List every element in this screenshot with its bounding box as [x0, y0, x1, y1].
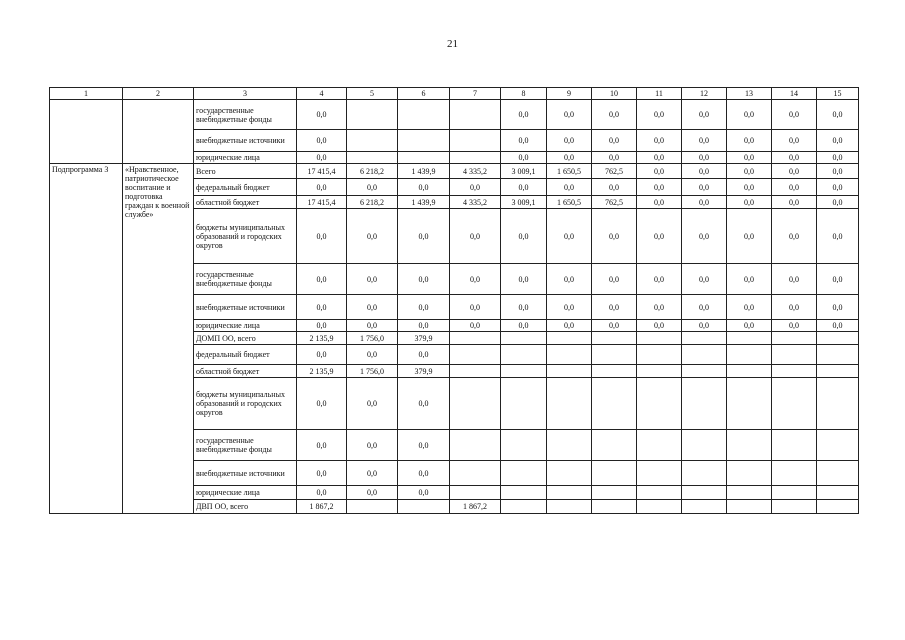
value-cell: 0,0	[592, 152, 637, 164]
value-cell: 0,0	[727, 295, 772, 320]
value-cell	[398, 500, 450, 514]
header-cell: 13	[727, 88, 772, 100]
value-cell	[817, 365, 859, 378]
value-cell: 0,0	[398, 378, 450, 430]
value-cell: 0,0	[817, 264, 859, 295]
header-cell: 1	[50, 88, 123, 100]
value-cell: 0,0	[682, 196, 727, 209]
value-cell	[817, 461, 859, 486]
value-cell: 0,0	[817, 179, 859, 196]
value-cell: 0,0	[398, 430, 450, 461]
value-cell: 0,0	[297, 345, 347, 365]
table-body	[50, 88, 859, 514]
value-cell: 0,0	[637, 100, 682, 130]
value-cell	[817, 430, 859, 461]
value-cell	[817, 500, 859, 514]
header-cell: 2	[123, 88, 194, 100]
value-cell	[450, 378, 501, 430]
value-cell: 0,0	[637, 152, 682, 164]
value-cell	[817, 378, 859, 430]
value-cell: 4 335,2	[450, 164, 501, 179]
value-cell	[501, 500, 547, 514]
value-cell	[450, 430, 501, 461]
value-cell: 0,0	[297, 264, 347, 295]
value-cell: 1 439,9	[398, 164, 450, 179]
value-cell: 0,0	[817, 209, 859, 264]
value-cell: 2 135,9	[297, 365, 347, 378]
value-cell: 0,0	[772, 130, 817, 152]
table-row	[50, 100, 859, 130]
value-cell	[772, 461, 817, 486]
value-cell	[727, 345, 772, 365]
value-cell: 0,0	[682, 100, 727, 130]
value-cell	[347, 152, 398, 164]
subprogram-cell: Подпрограмма 3	[50, 164, 123, 514]
funding-source-cell: государственные внебюджетные фонды	[194, 430, 297, 461]
value-cell: 0,0	[501, 320, 547, 332]
header-cell: 11	[637, 88, 682, 100]
value-cell: 0,0	[817, 320, 859, 332]
value-cell	[637, 430, 682, 461]
table-row	[50, 164, 859, 179]
value-cell: 0,0	[727, 264, 772, 295]
value-cell: 0,0	[547, 264, 592, 295]
value-cell: 0,0	[817, 130, 859, 152]
header-cell: 4	[297, 88, 347, 100]
funding-source-cell: внебюджетные источники	[194, 130, 297, 152]
value-cell: 1 439,9	[398, 196, 450, 209]
value-cell	[547, 430, 592, 461]
value-cell	[682, 365, 727, 378]
header-cell: 3	[194, 88, 297, 100]
value-cell: 0,0	[297, 461, 347, 486]
value-cell	[547, 345, 592, 365]
value-cell: 0,0	[772, 100, 817, 130]
value-cell	[727, 461, 772, 486]
value-cell: 0,0	[592, 130, 637, 152]
value-cell: 0,0	[592, 320, 637, 332]
value-cell	[450, 332, 501, 345]
value-cell	[347, 500, 398, 514]
value-cell	[682, 486, 727, 500]
value-cell	[592, 486, 637, 500]
value-cell: 0,0	[297, 209, 347, 264]
value-cell: 0,0	[297, 378, 347, 430]
value-cell: 0,0	[682, 152, 727, 164]
value-cell: 0,0	[772, 264, 817, 295]
value-cell: 0,0	[450, 295, 501, 320]
funding-source-cell: юридические лица	[194, 486, 297, 500]
value-cell	[547, 365, 592, 378]
value-cell: 0,0	[727, 130, 772, 152]
value-cell	[637, 461, 682, 486]
value-cell: 0,0	[547, 295, 592, 320]
value-cell	[450, 365, 501, 378]
value-cell: 0,0	[772, 164, 817, 179]
header-cell: 14	[772, 88, 817, 100]
value-cell: 1 650,5	[547, 164, 592, 179]
value-cell	[772, 486, 817, 500]
value-cell	[450, 100, 501, 130]
value-cell: 17 415,4	[297, 164, 347, 179]
value-cell: 0,0	[727, 320, 772, 332]
value-cell: 0,0	[297, 100, 347, 130]
header-cell: 8	[501, 88, 547, 100]
value-cell: 0,0	[347, 320, 398, 332]
funding-source-cell: государственные внебюджетные фонды	[194, 100, 297, 130]
value-cell	[398, 100, 450, 130]
value-cell: 0,0	[817, 100, 859, 130]
funding-source-cell: областной бюджет	[194, 365, 297, 378]
value-cell: 0,0	[637, 196, 682, 209]
funding-source-cell: бюджеты муниципальных образований и городских округов	[194, 378, 297, 430]
value-cell	[682, 332, 727, 345]
value-cell: 379,9	[398, 365, 450, 378]
value-cell: 1 650,5	[547, 196, 592, 209]
value-cell: 0,0	[727, 164, 772, 179]
value-cell: 0,0	[592, 209, 637, 264]
value-cell	[727, 365, 772, 378]
header-cell: 6	[398, 88, 450, 100]
funding-source-cell: государственные внебюджетные фонды	[194, 264, 297, 295]
value-cell: 2 135,9	[297, 332, 347, 345]
value-cell	[682, 500, 727, 514]
header-cell: 15	[817, 88, 859, 100]
value-cell	[727, 332, 772, 345]
funding-source-cell: внебюджетные источники	[194, 295, 297, 320]
value-cell: 0,0	[450, 209, 501, 264]
value-cell	[637, 486, 682, 500]
value-cell: 17 415,4	[297, 196, 347, 209]
value-cell: 1 867,2	[297, 500, 347, 514]
header-row	[50, 88, 859, 100]
value-cell	[817, 332, 859, 345]
value-cell	[772, 378, 817, 430]
value-cell: 0,0	[398, 179, 450, 196]
value-cell: 0,0	[727, 100, 772, 130]
funding-source-cell: юридические лица	[194, 320, 297, 332]
value-cell	[501, 430, 547, 461]
value-cell: 0,0	[727, 196, 772, 209]
value-cell: 0,0	[347, 378, 398, 430]
value-cell: 0,0	[637, 264, 682, 295]
value-cell	[727, 486, 772, 500]
value-cell: 0,0	[501, 152, 547, 164]
funding-source-cell: юридические лица	[194, 152, 297, 164]
value-cell: 0,0	[297, 179, 347, 196]
value-cell: 0,0	[297, 486, 347, 500]
header-cell: 5	[347, 88, 398, 100]
value-cell	[501, 486, 547, 500]
value-cell	[592, 430, 637, 461]
value-cell: 1 756,0	[347, 365, 398, 378]
value-cell: 0,0	[592, 264, 637, 295]
value-cell	[772, 345, 817, 365]
value-cell: 0,0	[682, 164, 727, 179]
value-cell: 0,0	[772, 179, 817, 196]
value-cell	[772, 430, 817, 461]
value-cell: 0,0	[682, 320, 727, 332]
value-cell	[347, 130, 398, 152]
value-cell: 379,9	[398, 332, 450, 345]
value-cell: 0,0	[501, 264, 547, 295]
value-cell: 0,0	[347, 486, 398, 500]
subprogram-title-cell: «Нравственное, патриотическое воспитание и подготовка граждан к военной службе»	[123, 164, 194, 514]
value-cell: 0,0	[637, 295, 682, 320]
value-cell: 4 335,2	[450, 196, 501, 209]
value-cell: 0,0	[547, 152, 592, 164]
value-cell	[637, 332, 682, 345]
value-cell: 0,0	[398, 486, 450, 500]
value-cell	[817, 486, 859, 500]
value-cell: 0,0	[347, 430, 398, 461]
value-cell	[501, 345, 547, 365]
value-cell: 0,0	[727, 179, 772, 196]
value-cell: 0,0	[297, 152, 347, 164]
value-cell	[450, 152, 501, 164]
value-cell	[592, 461, 637, 486]
value-cell: 0,0	[592, 100, 637, 130]
value-cell: 3 009,1	[501, 196, 547, 209]
header-cell: 10	[592, 88, 637, 100]
funding-source-cell: Всего	[194, 164, 297, 179]
value-cell: 0,0	[772, 320, 817, 332]
value-cell: 0,0	[817, 164, 859, 179]
value-cell: 0,0	[637, 164, 682, 179]
value-cell: 0,0	[547, 130, 592, 152]
value-cell	[727, 378, 772, 430]
value-cell	[592, 365, 637, 378]
value-cell	[592, 332, 637, 345]
value-cell: 0,0	[637, 179, 682, 196]
value-cell	[682, 430, 727, 461]
value-cell: 0,0	[727, 209, 772, 264]
value-cell	[450, 345, 501, 365]
value-cell	[682, 461, 727, 486]
value-cell: 762,5	[592, 196, 637, 209]
value-cell: 0,0	[347, 345, 398, 365]
value-cell	[501, 332, 547, 345]
value-cell: 0,0	[547, 320, 592, 332]
value-cell: 0,0	[682, 130, 727, 152]
value-cell: 0,0	[450, 320, 501, 332]
value-cell: 0,0	[592, 295, 637, 320]
value-cell: 0,0	[682, 179, 727, 196]
value-cell: 0,0	[501, 130, 547, 152]
value-cell	[450, 130, 501, 152]
value-cell: 0,0	[297, 130, 347, 152]
value-cell: 0,0	[637, 209, 682, 264]
value-cell	[501, 461, 547, 486]
value-cell	[547, 500, 592, 514]
value-cell	[637, 500, 682, 514]
funding-source-cell: бюджеты муниципальных образований и городских округов	[194, 209, 297, 264]
value-cell	[637, 378, 682, 430]
value-cell: 0,0	[501, 295, 547, 320]
header-cell: 7	[450, 88, 501, 100]
value-cell	[772, 332, 817, 345]
value-cell: 0,0	[398, 461, 450, 486]
value-cell: 0,0	[450, 179, 501, 196]
value-cell: 1 756,0	[347, 332, 398, 345]
value-cell	[592, 345, 637, 365]
value-cell	[727, 500, 772, 514]
value-cell: 0,0	[637, 130, 682, 152]
value-cell: 0,0	[347, 209, 398, 264]
value-cell: 0,0	[297, 320, 347, 332]
value-cell	[547, 486, 592, 500]
value-cell	[637, 345, 682, 365]
value-cell	[682, 378, 727, 430]
value-cell: 0,0	[501, 179, 547, 196]
value-cell: 0,0	[682, 295, 727, 320]
value-cell	[398, 130, 450, 152]
value-cell	[727, 430, 772, 461]
value-cell	[450, 486, 501, 500]
value-cell: 0,0	[398, 320, 450, 332]
value-cell: 0,0	[547, 209, 592, 264]
value-cell: 0,0	[772, 209, 817, 264]
value-cell	[501, 378, 547, 430]
value-cell: 0,0	[682, 209, 727, 264]
funding-source-cell: областной бюджет	[194, 196, 297, 209]
funding-source-cell: федеральный бюджет	[194, 345, 297, 365]
value-cell: 0,0	[398, 345, 450, 365]
value-cell	[817, 345, 859, 365]
value-cell: 0,0	[297, 430, 347, 461]
value-cell: 0,0	[817, 152, 859, 164]
header-cell: 9	[547, 88, 592, 100]
subprogram-cell	[50, 100, 123, 164]
value-cell: 0,0	[501, 209, 547, 264]
value-cell: 0,0	[501, 100, 547, 130]
value-cell: 0,0	[727, 152, 772, 164]
value-cell: 0,0	[592, 179, 637, 196]
value-cell: 1 867,2	[450, 500, 501, 514]
value-cell: 0,0	[817, 196, 859, 209]
value-cell: 0,0	[347, 295, 398, 320]
value-cell: 0,0	[347, 461, 398, 486]
value-cell: 0,0	[398, 209, 450, 264]
value-cell: 0,0	[772, 295, 817, 320]
value-cell	[450, 461, 501, 486]
value-cell	[347, 100, 398, 130]
value-cell: 0,0	[817, 295, 859, 320]
funding-source-cell: ДВП ОО, всего	[194, 500, 297, 514]
value-cell: 0,0	[547, 100, 592, 130]
value-cell	[547, 378, 592, 430]
value-cell: 0,0	[347, 179, 398, 196]
value-cell	[772, 365, 817, 378]
value-cell: 0,0	[547, 179, 592, 196]
funding-source-cell: внебюджетные источники	[194, 461, 297, 486]
value-cell: 6 218,2	[347, 196, 398, 209]
subprogram-title-cell	[123, 100, 194, 164]
value-cell	[547, 461, 592, 486]
value-cell	[398, 152, 450, 164]
value-cell: 0,0	[637, 320, 682, 332]
value-cell: 0,0	[772, 196, 817, 209]
value-cell	[637, 365, 682, 378]
value-cell: 762,5	[592, 164, 637, 179]
value-cell: 0,0	[682, 264, 727, 295]
value-cell	[682, 345, 727, 365]
value-cell: 0,0	[398, 264, 450, 295]
value-cell	[501, 365, 547, 378]
value-cell	[547, 332, 592, 345]
funding-source-cell: федеральный бюджет	[194, 179, 297, 196]
value-cell: 0,0	[450, 264, 501, 295]
value-cell	[592, 500, 637, 514]
value-cell: 0,0	[347, 264, 398, 295]
value-cell: 0,0	[297, 295, 347, 320]
budget-table	[49, 87, 859, 514]
header-cell: 12	[682, 88, 727, 100]
funding-source-cell: ДОМП ОО, всего	[194, 332, 297, 345]
value-cell	[772, 500, 817, 514]
value-cell: 3 009,1	[501, 164, 547, 179]
page-number: 21	[447, 38, 458, 50]
value-cell: 0,0	[772, 152, 817, 164]
value-cell	[592, 378, 637, 430]
value-cell: 0,0	[398, 295, 450, 320]
value-cell: 6 218,2	[347, 164, 398, 179]
